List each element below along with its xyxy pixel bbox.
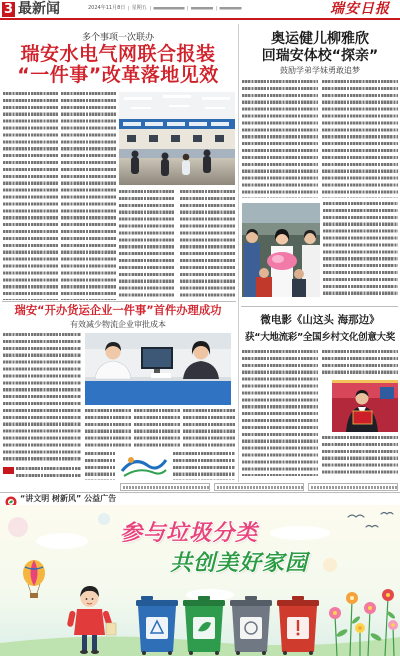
header-rule bbox=[0, 18, 400, 20]
article1-body-column bbox=[119, 190, 174, 300]
article2-photo-service-counter bbox=[85, 333, 231, 405]
article4-photo-award bbox=[332, 380, 398, 432]
dateline-separator bbox=[216, 6, 217, 11]
editor-credit bbox=[153, 7, 184, 10]
recyclable-waste-bin bbox=[136, 596, 178, 655]
footnote-tag bbox=[3, 467, 14, 474]
article-divider bbox=[2, 301, 236, 302]
article3-headline-line2: 回瑞安体校“探亲” bbox=[261, 48, 379, 64]
hazardous-waste-bin bbox=[277, 596, 319, 655]
garbage-sorting-ad bbox=[0, 505, 400, 656]
article3-body-column bbox=[323, 202, 398, 298]
article3-subhead: 鼓励学弟学妹勇敢追梦 bbox=[280, 66, 360, 75]
masthead-logo: 瑞安日报 bbox=[330, 1, 390, 17]
article4-headline-line1: 微电影《山这头 海那边》 bbox=[260, 314, 380, 326]
article1-photo-service-hall bbox=[119, 92, 235, 185]
paper-info-box bbox=[308, 483, 398, 491]
ad-slogan-line2: 共创美好家园 bbox=[170, 551, 309, 576]
ad-section-divider bbox=[0, 492, 400, 493]
article2-headline: 瑞安“开办货运企业一件事”首件办理成功 bbox=[14, 304, 222, 317]
article4-body-column bbox=[322, 350, 398, 377]
article4-headline-line2: 获“大地流彩”全国乡村文化创意大奖 bbox=[245, 332, 395, 343]
section-title: 最新闻 bbox=[18, 1, 60, 17]
dateline bbox=[88, 5, 241, 11]
ad-label: “讲文明 树新风” 公益广告 bbox=[20, 494, 117, 503]
article2-body-column bbox=[173, 452, 235, 480]
ad-slogan-line1: 参与垃圾分类 bbox=[120, 521, 259, 546]
civility-badge-icon bbox=[5, 493, 17, 505]
dateline-separator bbox=[150, 6, 151, 11]
issue-date: 2024年11月8日 bbox=[88, 5, 126, 11]
article1-headline-line2: “一件事”改革落地见效 bbox=[17, 64, 219, 86]
kitchen-waste-bin bbox=[183, 596, 225, 655]
article1-body-column bbox=[3, 92, 58, 300]
article4-body-column bbox=[242, 350, 318, 476]
article3-body-column bbox=[242, 80, 318, 198]
article3-body-column bbox=[322, 80, 398, 198]
proofreader-credit bbox=[219, 7, 241, 10]
page-number-badge: 3 bbox=[3, 2, 14, 17]
article4-body-column bbox=[322, 436, 398, 476]
article1-kicker: 多个事项一次联办 bbox=[81, 33, 154, 43]
other-waste-bin bbox=[230, 596, 272, 655]
article2-body-column bbox=[134, 409, 180, 449]
editor-credit bbox=[191, 7, 213, 10]
safety-campaign-logo bbox=[118, 452, 170, 480]
article2-body-column bbox=[183, 409, 235, 449]
article2-body-column bbox=[85, 452, 115, 480]
article1-body-column bbox=[61, 92, 116, 300]
article3-photo-athlete-visit bbox=[242, 203, 320, 297]
footnote-text bbox=[16, 467, 81, 481]
issue-weekday: 星期五 bbox=[131, 5, 147, 11]
article-divider bbox=[241, 306, 398, 307]
paper-info-box bbox=[120, 483, 210, 491]
dateline-separator bbox=[128, 6, 129, 11]
dateline-separator bbox=[187, 6, 188, 11]
article2-body-column bbox=[85, 409, 131, 449]
article1-body-column bbox=[180, 190, 235, 300]
article2-body-column bbox=[3, 333, 81, 463]
column-divider bbox=[238, 24, 239, 482]
paper-info-box bbox=[214, 483, 304, 491]
article3-headline-line1: 奥运健儿柳雅欣 bbox=[271, 31, 369, 47]
article1-headline-line1: 瑞安水电气网联合报装 bbox=[20, 43, 216, 65]
article2-subhead: 有效减少物流企业审批成本 bbox=[70, 320, 166, 329]
